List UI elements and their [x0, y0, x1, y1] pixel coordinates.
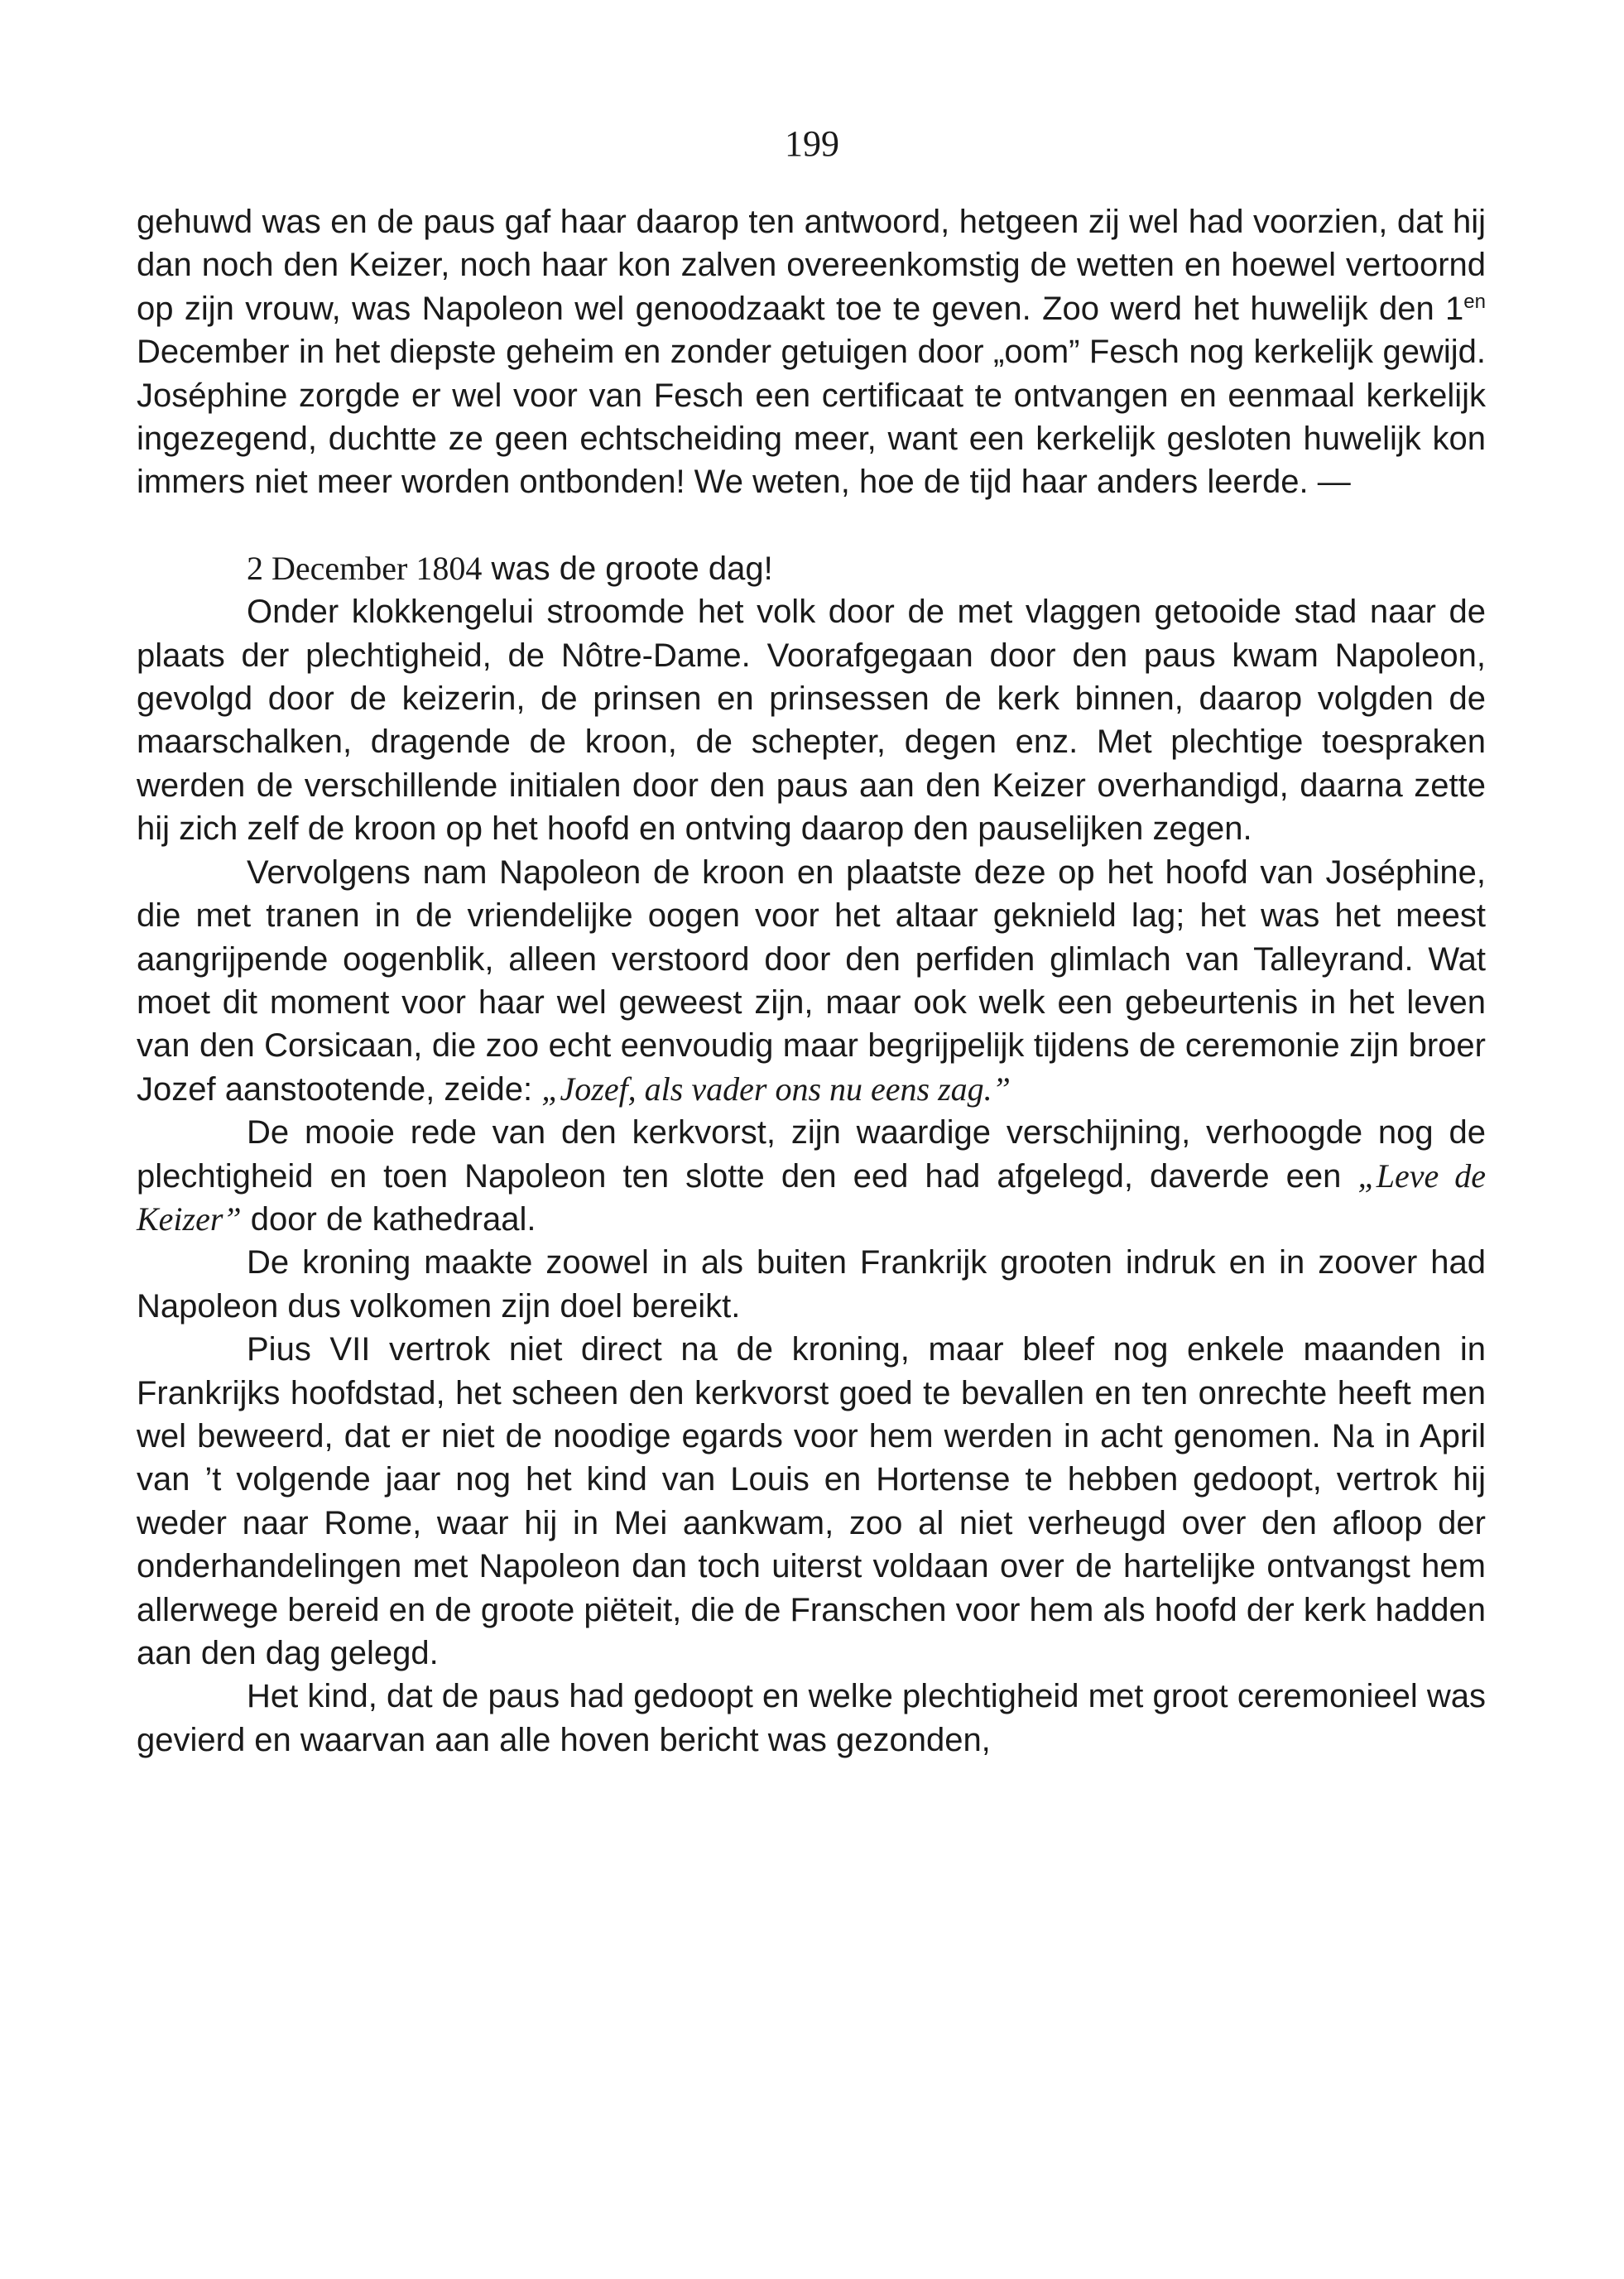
body-text: [137, 200, 1486, 1762]
paragraph-2: [137, 547, 1486, 590]
date-1804: 2 December 1804: [247, 549, 483, 587]
paragraph-2-text: was de groote dag!: [482, 550, 773, 587]
paragraph-1: [137, 200, 1486, 504]
quote-jozef: „Jozef, als vader ons nu eens zag.”: [541, 1070, 1011, 1108]
paragraph-4: [137, 851, 1486, 1111]
page-number: 199: [785, 123, 839, 164]
quote-leve-de-keizer: „Leve de Keizer”: [137, 1156, 1486, 1238]
paragraph-4-text: Vervolgens nam Napoleon de kroon en plaatste deze op het hoofd van Joséphine, die met tranen in de vriendelijke oogen voor het altaar geknield lag; het was het meest aangrijpende oogenblik, alleen verstoord door den perfiden glimlach van Talleyrand. Wat moet dit moment voor haar wel geweest zijn, maar ook welk een gebeurtenis in het leven van den Corsicaan, die zoo echt eenvoudig maar begrijpelijk tijdens de ceremonie zijn broer Jozef aanstootende, zeide:: [137, 853, 1486, 1108]
paragraph-1-text-a: gehuwd was en de paus gaf haar daarop ten antwoord, hetgeen zij wel had voorzien, dat hij dan noch den Keizer, noch haar kon zalven overeenkomstig de wetten en hoewel vertoornd op zijn vrouw, was Napoleon wel genoodzaakt toe te geven. Zoo werd het huwelijk den 1: [137, 204, 1486, 327]
paragraph-1-text-b: December in het diepste geheim en zonder getuigen door „oom” Fesch nog kerkelijk gewijd. Joséphine zorgde er wel voor van Fesch een certificaat te ontvangen en eenmaal kerkelijk ingezegend, duchtte ze geen echtscheiding meer, want een kerkelijk gesloten huwelijk kon immers niet meer worden ontbonden! We weten, hoe de tijd haar anders leerde. —: [137, 334, 1486, 501]
paragraph-5-text-b: door de kathedraal.: [241, 1200, 536, 1238]
paragraph-3: Onder klokkengelui stroomde het volk door de met vlaggen getooide stad naar de plaats der plechtigheid, de Nôtre-Dame. Voorafgegaan door den paus kwam Napoleon, gevolgd door de keizerin, de prinsen en prinsessen de kerk binnen, daarop volgden de maarschalken, dragende de kroon, de schepter, degen enz. Met plechtige toespraken werden de verschillende initialen door den paus aan den Keizer overhandigd, daarna zette hij zich zelf de kroon op het hoofd en ontving daarop den pauselijken zegen.: [137, 594, 1486, 848]
ordinal-superscript: en: [1463, 290, 1486, 313]
paragraph-7: Pius VII vertrok niet direct na de kroning, maar bleef nog enkele maanden in Frankrijks hoofdstad, het scheen den kerkvorst goed te bevallen en ten onrechte heeft men wel beweerd, dat er niet de noodige egards voor hem werden in acht genomen. Na in April van ’t volgende jaar nog het kind van Louis en Hortense te hebben gedoopt, vertrok hij weder naar Rome, waar hij in Mei aankwam, zoo al niet verheugd over den afloop der onderhandelingen met Napoleon dan toch uiterst voldaan over de hartelijke ontvangst hem allerwege bereid en de groote piëteit, die de Franschen voor hem als hoofd der kerk hadden aan den dag gelegd.: [137, 1331, 1486, 1671]
paragraph-5: [137, 1111, 1486, 1241]
paragraph-6: De kroning maakte zoowel in als buiten Frankrijk grooten indruk en in zoover had Napoleon dus volkomen zijn doel bereikt.: [137, 1244, 1486, 1325]
paragraph-8: Het kind, dat de paus had gedoopt en welke plechtigheid met groot ceremonieel was gevierd en waarvan aan alle hoven bericht was gezonden,: [137, 1678, 1486, 1758]
paragraph-5-text-a: De mooie rede van den kerkvorst, zijn waardige verschijning, verhoogde nog de plechtigheid en toen Napoleon ten slotte den eed had afgelegd, daverde een: [137, 1114, 1486, 1195]
